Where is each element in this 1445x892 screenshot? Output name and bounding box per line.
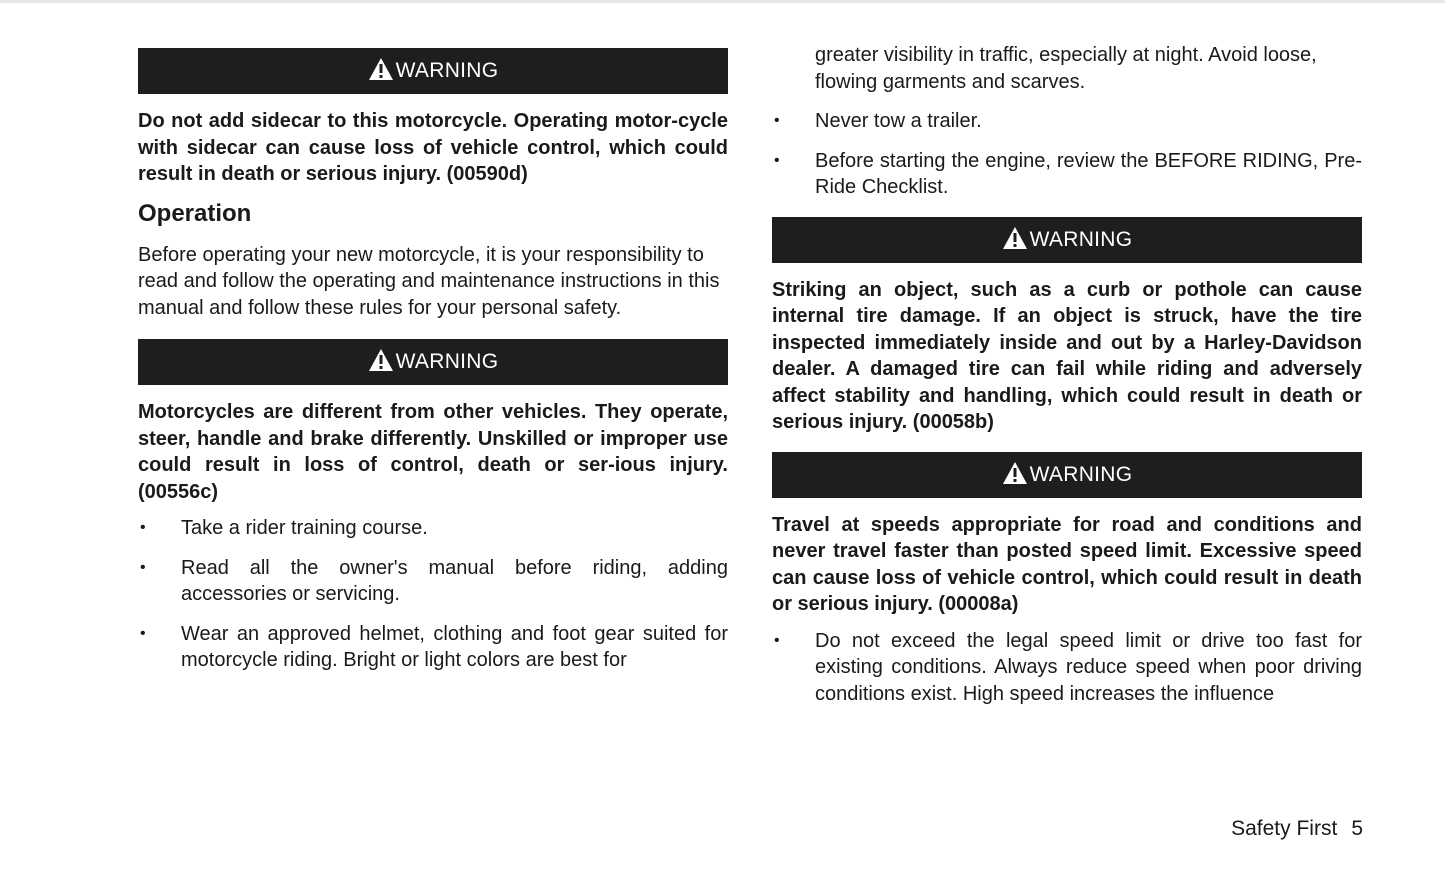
list-item-text: Never tow a trailer. <box>815 110 982 132</box>
warning-banner <box>138 339 728 385</box>
bullet-list <box>772 628 1362 708</box>
list-item <box>138 555 728 608</box>
warning-label: WARNING <box>1029 462 1133 486</box>
list-item-text: Do not exceed the legal speed limit or drive too fast for existing conditions. Always reduce speed when poor driving conditions exist. High speed increases the influence <box>815 629 1362 705</box>
warning-triangle-icon <box>1002 461 1028 485</box>
warning-text: Motorcycles are different from other vehicles. They operate, steer, handle and brake differently. Unskilled or improper use could result in loss of control, death or ser-ious injury. (00556c) <box>138 401 728 503</box>
list-item-text: Take a rider training course. <box>181 517 428 539</box>
bullet-dot-icon: • <box>140 519 146 536</box>
warning-text: Do not add sidecar to this motorcycle. Operating motor-cycle with sidecar can cause loss of vehicle control, which could result in death or serious injury. (00590d) <box>138 110 728 185</box>
warning-banner <box>772 452 1362 498</box>
list-item-text: Before starting the engine, review the BEFORE RIDING, Pre-Ride Checklist. <box>815 149 1362 198</box>
warning-text: Striking an object, such as a curb or pothole can cause internal tire damage. If an object is struck, have the tire inspected immediately inside and out by a Harley-Davidson dealer. A damaged tire can fail while riding and adversely affect stability and handling, which could result in death or serious injury. (00058b) <box>772 278 1362 433</box>
top-page-edge <box>0 0 1445 3</box>
bullet-dot-icon: • <box>774 151 780 169</box>
section-heading: Operation <box>138 199 252 227</box>
bullet-dot-icon: • <box>140 624 146 642</box>
warning-triangle-icon <box>1002 226 1028 250</box>
list-item <box>138 515 728 542</box>
list-item-text: Wear an approved helmet, clothing and foot gear suited for motorcycle riding. Bright or light colors are best for <box>181 622 728 671</box>
bullet-dot-icon: • <box>774 631 780 649</box>
page-footer <box>1231 817 1363 841</box>
list-item <box>772 628 1362 708</box>
continued-text: greater visibility in traffic, especially at night. Avoid loose, flowing garments and scarves. <box>815 44 1317 93</box>
footer-section-title: Safety First <box>1231 817 1338 840</box>
warning-triangle-icon <box>368 57 394 81</box>
left-column <box>138 42 728 687</box>
bullet-list <box>772 108 1362 201</box>
warning-label: WARNING <box>395 350 499 373</box>
warning-banner <box>138 48 728 94</box>
page-number: 5 <box>1351 817 1363 840</box>
warning-banner <box>772 217 1362 263</box>
warning-label: WARNING <box>1029 227 1133 251</box>
warning-text: Travel at speeds appropriate for road and conditions and never travel faster than posted speed limit. Excessive speed can cause loss of vehicle control, which could result in death or serious injury. (00008a) <box>772 513 1362 615</box>
bullet-dot-icon: • <box>774 112 780 129</box>
intro-paragraph: Before operating your new motorcycle, it is your responsibility to read and follow the operating and maintenance instructions in this manual and follow these rules for your personal safety. <box>138 243 720 319</box>
right-column <box>772 42 1362 720</box>
warning-triangle-icon <box>368 348 394 372</box>
bullet-list <box>138 515 728 674</box>
warning-label: WARNING <box>395 59 499 82</box>
list-item <box>772 148 1362 201</box>
list-item-text: Read all the owner's manual before riding, adding accessories or servicing. <box>181 556 728 605</box>
bullet-dot-icon: • <box>140 558 146 576</box>
list-item <box>772 108 1362 135</box>
list-item <box>138 621 728 674</box>
